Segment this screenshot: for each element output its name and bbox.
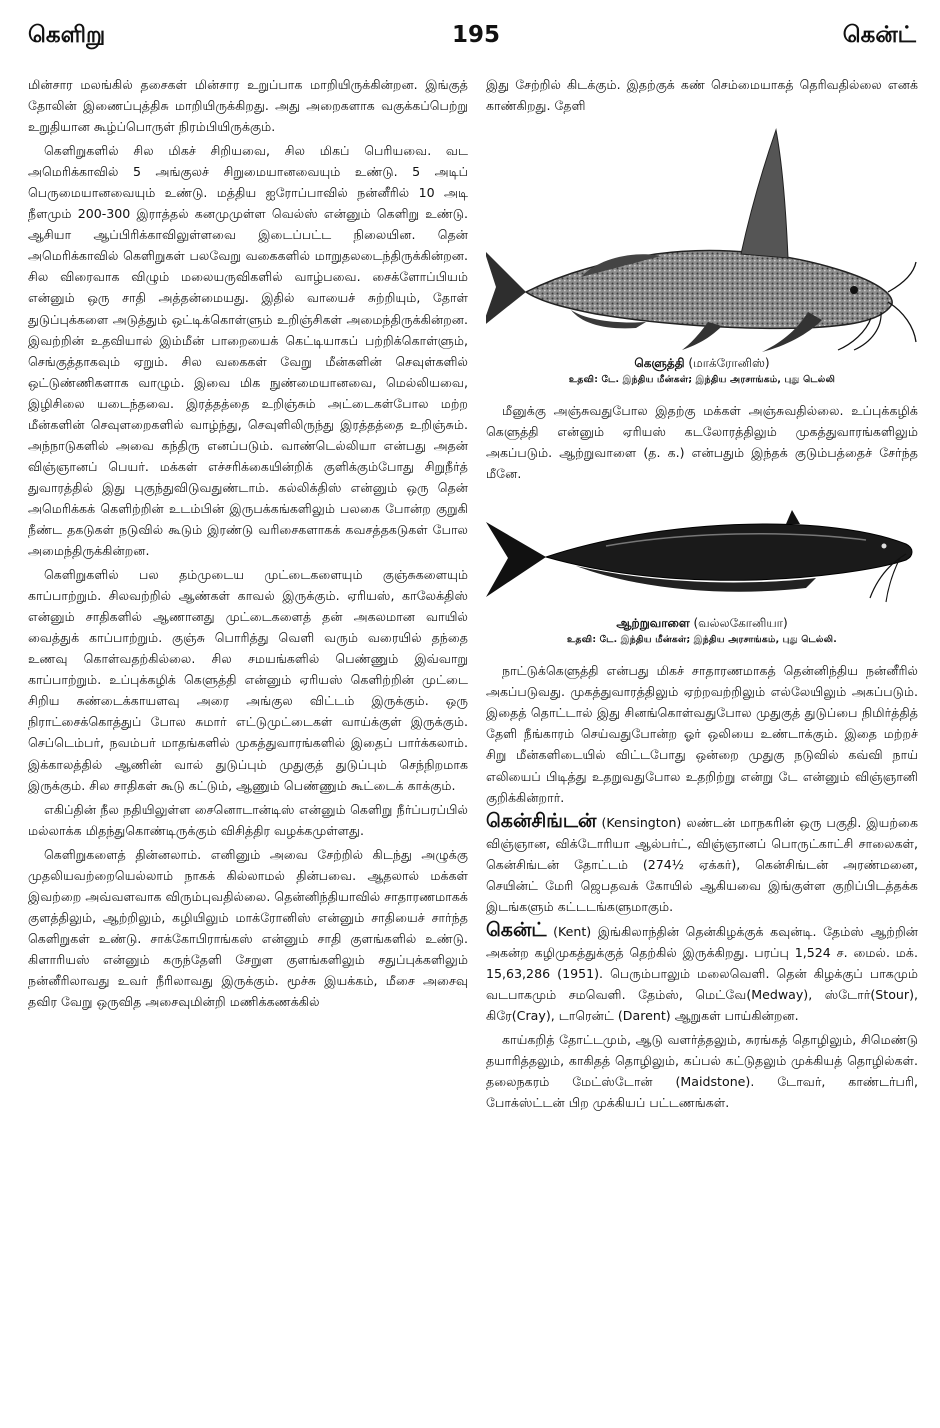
catfish-figure	[486, 122, 918, 352]
header-left-word: கெளிறு	[28, 22, 106, 48]
right-paragraph-3: நாட்டுக்கெளுத்தி என்பது மிகச் சாதாரணமாகத் தென்னிந்திய நன்னீரில் அகப்படுவது. முகத்துவாரத்திலும் ஏற்றவற்றிலும் எல்லேயிலும் அகப்படும். இதைத் தொட்டால் இது சினங்கொள்வதுபோல முதுகுத் துடுப்பை நிமிர்த்தித் தேளி நீங்காரம் செய்வதுபோன்ற ஓர் ஒலியை உண்டாக்கும். இதை மற்றச் சிறு மீன்களிடையில் விட்டபோது ஒன்றை முதுகு நடுவில் கவ்வி நாய் எலியைப் பிடித்து உதறுவதுபோல உதறிற்று என்று டே என்னும் விஞ்ஞானி குறிக்கின்றார்.	[486, 663, 918, 805]
wallago-figure	[486, 502, 918, 612]
page-number: 195	[452, 22, 501, 48]
right-intro-paragraph: இது சேற்றில் கிடக்கும். இதற்குக் கண் செம்மையாகத் தெரிவதில்லை எனக் காண்கிறது. தேளி	[486, 77, 918, 114]
catfish-caption-tamil: கெளுத்தி	[634, 356, 685, 371]
entry-kent	[486, 920, 918, 1026]
right-paragraph-2: மீனுக்கு அஞ்சுவதுபோல இதற்கு மக்கள் அஞ்சுவதில்லை. உப்புக்கழிக் கெளுத்தி என்னும் ஏரியஸ் கடலோரத்திலும் முகத்துவாரங்களிலும் அகப்படும். ஆற்றுவாளை (த. க.) என்பதும் இந்தக் குடும்பத்தைச் சேர்ந்த மீனே.	[486, 403, 918, 482]
wallago-caption-name: (வல்லகோனியா)	[693, 616, 788, 631]
left-column	[28, 74, 468, 1414]
wallago-caption	[486, 614, 918, 632]
wallago-caption-tamil: ஆற்றுவாளை	[616, 616, 690, 631]
left-paragraph-4: எகிப்தின் நீல நதியிலுள்ள சைனொடான்டிஸ் என்னும் கெளிறு நீர்ப்பரப்பில் மல்லாக்க மிதந்துகொண்டிருக்கும் விசித்திர வழக்கமுள்ளது.	[28, 801, 468, 838]
wallago-credit: உதவி: டே. இந்திய மீன்கள்; இந்திய அரசாங்கம், புது டெல்லி.	[567, 634, 837, 646]
entry-kensington-title: கென்சிங்டன்	[486, 809, 597, 832]
left-paragraph-5: கெளிறுகளைத் தின்னலாம். எனினும் அவை சேற்றில் கிடந்து அழுக்கு முதலியவற்றையெல்லாம் நாகக் கில்லாமல் தின்பவை. ஆதலால் மக்கள் இவற்றை அவ்வளவாக விரும்புவதில்லை. தென்னிந்தியாவில் சாதாரணமாகக் குளத்திலும், ஆற்றிலும், கழியிலும் மாக்ரோனிஸ் என்னும் சாதியைச் சார்ந்த கெளிறுகள் உண்டு. சாக்கோபிராங்கஸ் என்னும் சாதி குளங்களில் உண்டு. கிளாரியஸ் என்னும் கருந்தேளி சேறுள குளங்களிலும் சதுப்புக்களிலும் நன்னீரிலாவது உவர் நீரிலாவது இருக்கும். மூச்சு இயக்கம், மீசை அசைவு தவிர வேறு ஒருவித அசைவுமின்றி மணிக்கணக்கில்	[28, 846, 468, 1010]
entry-kensington-text: லண்டன் மாநகரின் ஒரு பகுதி. இயற்கை விஞ்ஞான, விக்டோரியா ஆல்பர்ட், விஞ்ஞானப் பொருட்காட்சி சாலைகள், கென்சிங்டன் தோட்டம் (274½ ஏக்கர்), கென்சிங்டன் அரண்மனை, செயின்ட் மேரி ஜெபதவக் கோயில் ஆகியவை இங்குள்ள குறிப்பிடத்தக்க இடங்களும் கட்டடங்களுமாகும்.	[486, 814, 918, 914]
left-paragraph-3: கெளிறுகளில் பல தம்முடைய முட்டைகளையும் குஞ்சுகளையும் காப்பாற்றும். சிலவற்றில் ஆண்கள் காவல் இருக்கும். ஏரியஸ், காலேக்திஸ் என்னும் சாதிகளில் ஆணானது முட்டைகளைத் தன் அகலமான வாயில் வைத்துக் காப்பாற்றும். குஞ்சு பொரித்து வெளி வரும் வரையில் தந்தை உணவு கொள்வதற்கில்லை. சில சமயங்களில் பெண்ணும் இவ்வாறு காப்பாற்றும். உப்புக்கழிக் கெளுத்தி என்னும் ஏரியஸ் கெளிற்றின் முட்டை சிறிய சுண்டைக்காயளவு அரை அங்குல விட்டம் இருக்கும். ஒரு நிராட்சைக்கொத்துப் போல சுமார் எட்டுமுட்டைகள் வாய்க்குள் இருக்கும். செப்டெம்பர், நவம்பர் மாதங்களில் முகத்துவாரங்களில் இதைப் பார்க்கலாம். இக்காலத்தில் ஆணின் வால் துடுப்பும் முதுகுத் துடுப்பும் செந்நிறமாக இருக்கும். சில சாதிகள் கூடு கட்டும், ஆணும் பெண்ணும் கூட்டைக் காக்கும்.	[28, 567, 468, 793]
entry-kensington	[486, 811, 918, 917]
catfish-caption	[486, 354, 918, 372]
entry-kent-text: இங்கிலாந்தின் தென்கிழக்குக் கவுன்டி. தேம்ஸ் ஆற்றின் அகன்ற கழிமுகத்துக்குத் தெற்கில் இருக்கிறது. பரப்பு 1,524 ச. மைல். மக். 15,63,286 (1951). பெரும்பாலும் மலைவெளி. தென் கிழக்குப் பாகமும் வடபாகமும் சமவெளி. தேம்ஸ், மெட்வே(Medway), ஸ்டோர்(Stour), கிரே(Cray), டாரென்ட் (Darent) ஆறுகள் பாய்கின்றன.	[486, 923, 918, 1024]
catfish-caption-name: (மாக்ரோனிஸ்)	[688, 356, 770, 371]
right-column	[486, 74, 918, 1414]
left-paragraph-2: கெளிறுகளில் சில மிகச் சிறியவை, சில மிகப் பெரியவை. வட அமெரிக்காவில் 5 அங்குலச் சிறுமையானவையும் உண்டு. 5 அடிப் பெருமையானவையும் உண்டு. மத்திய ஐரோப்பாவில் நன்னீரில் 10 அடி நீளமும் 200-300 இராத்தல் கனமுமுள்ள வெல்ஸ் என்னும் கெளிறு உண்டு. ஆசியா ஆப்பிரிக்காவிலுள்ளவை இடைப்பட்ட நிலையின. தென் அமெரிக்காவில் கெளிறுகள் பலவேறு வகைகளில் மாறுதலடைந்திருக்கின்றன. சில விரைவாக விழும் மலையருவிகளில் வாழ்பவை. சைக்ளோப்பியம் என்னும் ஒரு சாதி அத்தன்மையது. இதில் வாயைச் சுற்றியும், தோள் துடுப்புக்களை அடுத்தும் ஒட்டிக்கொள்ளும் உறிஞ்சிகள் அமைந்திருக்கின்றன. இவற்றின் உதவியால் இம்மீன் பாறையைக் கெட்டியாகப் பற்றிக்கொள்ளும், செங்குத்தாகவும் ஏறும். சில வகைகள் வேறு மீன்களின் செவுள்களில் ஒட்டுண்ணிகளாக வாழும். இவை மிக நுண்மையானவை, மெல்லியவை, இழிசிலை யடைந்தவை. இரத்தத்தை உறிஞ்சும் அட்டைகள்போல மற்ற மீன்களின் செவுளறைகளில் வாழ்ந்து, செவுளிலிருந்து இரத்தத்தை உறிஞ்சும். அந்நாடுகளில் அவை கந்திரு எனப்படும். வாண்டெல்லியா என்பது அதன் விஞ்ஞானப் பெயர். மக்கள் எச்சரிக்கையின்றிக் குளிக்கும்போது சிறுநீர்த் துவாரத்தில் இது புகுந்துவிடுவதுண்டாம். கல்லிக்திஸ் என்னும் ஒரு தென் அமெரிக்கக் கெளிற்றின் உடம்பின் இருபக்கங்களிலும் பலகை போன்ற குறுகி நீண்ட தகடுகள் நடுவில் கூடும் இரண்டு வரிசைகளாகக் கவசத்தகடுகள் போல அமைந்திருக்கின்றன.	[28, 143, 468, 559]
entry-kent-paragraph: காய்கறித் தோட்டமும், ஆடு வளர்த்தலும், சுரங்கத் தொழிலும், சிமெண்டு தயாரித்தலும், காகிதத் தொழிலும், கப்பல் கட்டுதலும் முக்கியத் தொழில்கள். தலைநகரம் மேட்ஸ்டோன் (Maidstone). டோவர், காண்டர்பரி, போக்ஸ்ட்டன் பிற முக்கியப் பட்டணங்கள்.	[486, 1032, 918, 1111]
wallago-illustration	[486, 502, 918, 612]
catfish-illustration	[486, 122, 918, 352]
header-right-word: கென்ட்	[842, 22, 916, 48]
entry-kensington-english: (Kensington)	[601, 814, 682, 830]
catfish-credit: உதவி: டே. இந்திய மீன்கள்; இந்திய அரசாங்கம், புது டெல்லி	[568, 374, 836, 386]
entry-kent-english: (Kent)	[553, 923, 592, 939]
entry-kent-title: கென்ட்	[486, 918, 547, 941]
left-paragraph-1: மின்சார மலங்கில் தசைகள் மின்சார உறுப்பாக மாறியிருக்கின்றன. இங்குத் தோலின் இணைப்புத்திசு மாறியிருக்கிறது. அது அறைகளாக வகுக்கப்பெற்று உறுதியான கூழ்ப்பொருள் நிரம்பியிருக்கும்.	[28, 77, 468, 135]
